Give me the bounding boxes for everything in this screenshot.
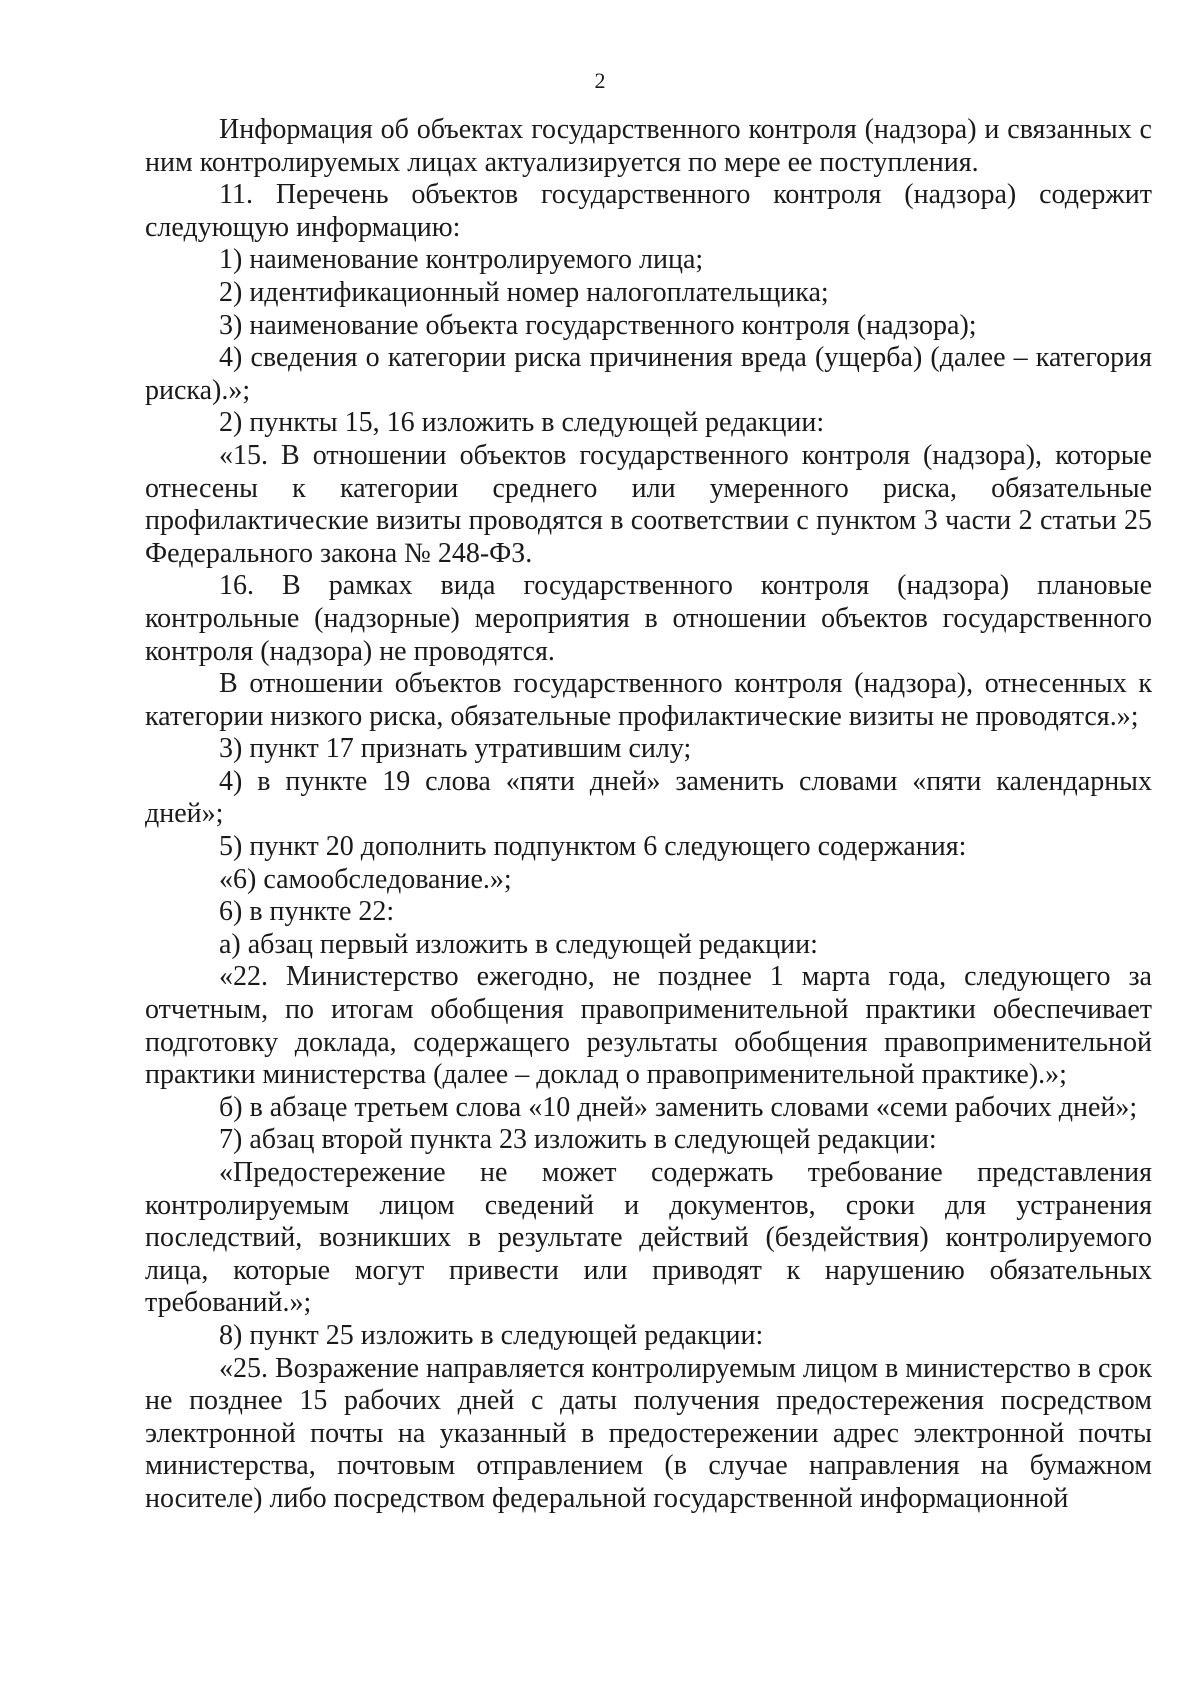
paragraph-17: «22. Министерство ежегодно, не позднее 1 марта года, следующего за отчетным, по итогам обобщения правоприменительной практики обеспечивает подготовку доклада, содержащего результаты обобщения правоприменительной практики министерства (далее – доклад о правоприменительной практике).»;: [145, 961, 1152, 1091]
paragraph-3: 1) наименование контролируемого лица;: [219, 244, 704, 276]
paragraph-9: 16. В рамках вида государственного контроля (надзора) плановые контрольные (надзорные) мероприятия в отношении объектов государственного контроля (надзора) не проводятся.: [145, 570, 1152, 667]
page-number: 2: [594, 68, 606, 93]
paragraph-10: В отношении объектов государственного контроля (надзора), отнесенных к категории низкого риска, обязательные профилактические визиты не проводятся.»;: [145, 668, 1152, 732]
paragraph-20: «Предостережение не может содержать требование представления контролируемым лицом сведений и документов, сроки для устранения последствий, возникших в результате действий (бездействия) контролируемого лица, которые могут привести или приводят к нарушению обязательных требований.»;: [145, 1157, 1152, 1319]
paragraph-2: 11. Перечень объектов государственного контроля (надзора) содержит следующую информацию:: [145, 179, 1152, 243]
paragraph-16: а) абзац первый изложить в следующей редакции:: [219, 928, 818, 960]
paragraph-13: 5) пункт 20 дополнить подпунктом 6 следующего содержания:: [219, 831, 967, 863]
document-body: [145, 114, 1152, 1516]
paragraph-5: 3) наименование объекта государственного контроля (надзора);: [219, 309, 977, 341]
paragraph-4: 2) идентификационный номер налогоплательщика;: [219, 276, 829, 308]
paragraph-7: 2) пункты 15, 16 изложить в следующей редакции:: [219, 407, 825, 439]
paragraph-22: «25. Возражение направляется контролируемым лицом в министерство в срок не позднее 15 рабочих дней с даты получения предостережения посредством электронной почты на указанный в предостережении адрес электронной почты министерства, почтовым отправлением (в случае направления на бумажном носителе) либо посредством федеральной государственной информационной: [145, 1352, 1152, 1514]
paragraph-21: 8) пункт 25 изложить в следующей редакции:: [219, 1319, 764, 1351]
paragraph-1: Информация об объектах государственного контроля (надзора) и связанных с ним контролируемых лицах актуализируется по мере ее поступления.: [145, 114, 1152, 178]
paragraph-18: б) в абзаце третьем слова «10 дней» заменить словами «семи рабочих дней»;: [219, 1091, 1138, 1123]
paragraph-11: 3) пункт 17 признать утратившим силу;: [219, 733, 692, 765]
paragraph-15: 6) в пункте 22:: [219, 896, 395, 928]
paragraph-19: 7) абзац второй пункта 23 изложить в следующей редакции:: [219, 1124, 937, 1156]
paragraph-14: «6) самообследование.»;: [219, 863, 512, 895]
paragraph-6: 4) сведения о категории риска причинения вреда (ущерба) (далее – категория риска).»;: [145, 342, 1152, 406]
paragraph-12: 4) в пункте 19 слова «пяти дней» заменить словами «пяти календарных дней»;: [145, 765, 1152, 830]
paragraph-8: «15. В отношении объектов государственного контроля (надзора), которые отнесены к категории среднего или умеренного риска, обязательные профилактические визиты проводятся в соответствии с пунктом 3 части 2 статьи 25 Федерального закона № 248-ФЗ.: [145, 439, 1152, 569]
